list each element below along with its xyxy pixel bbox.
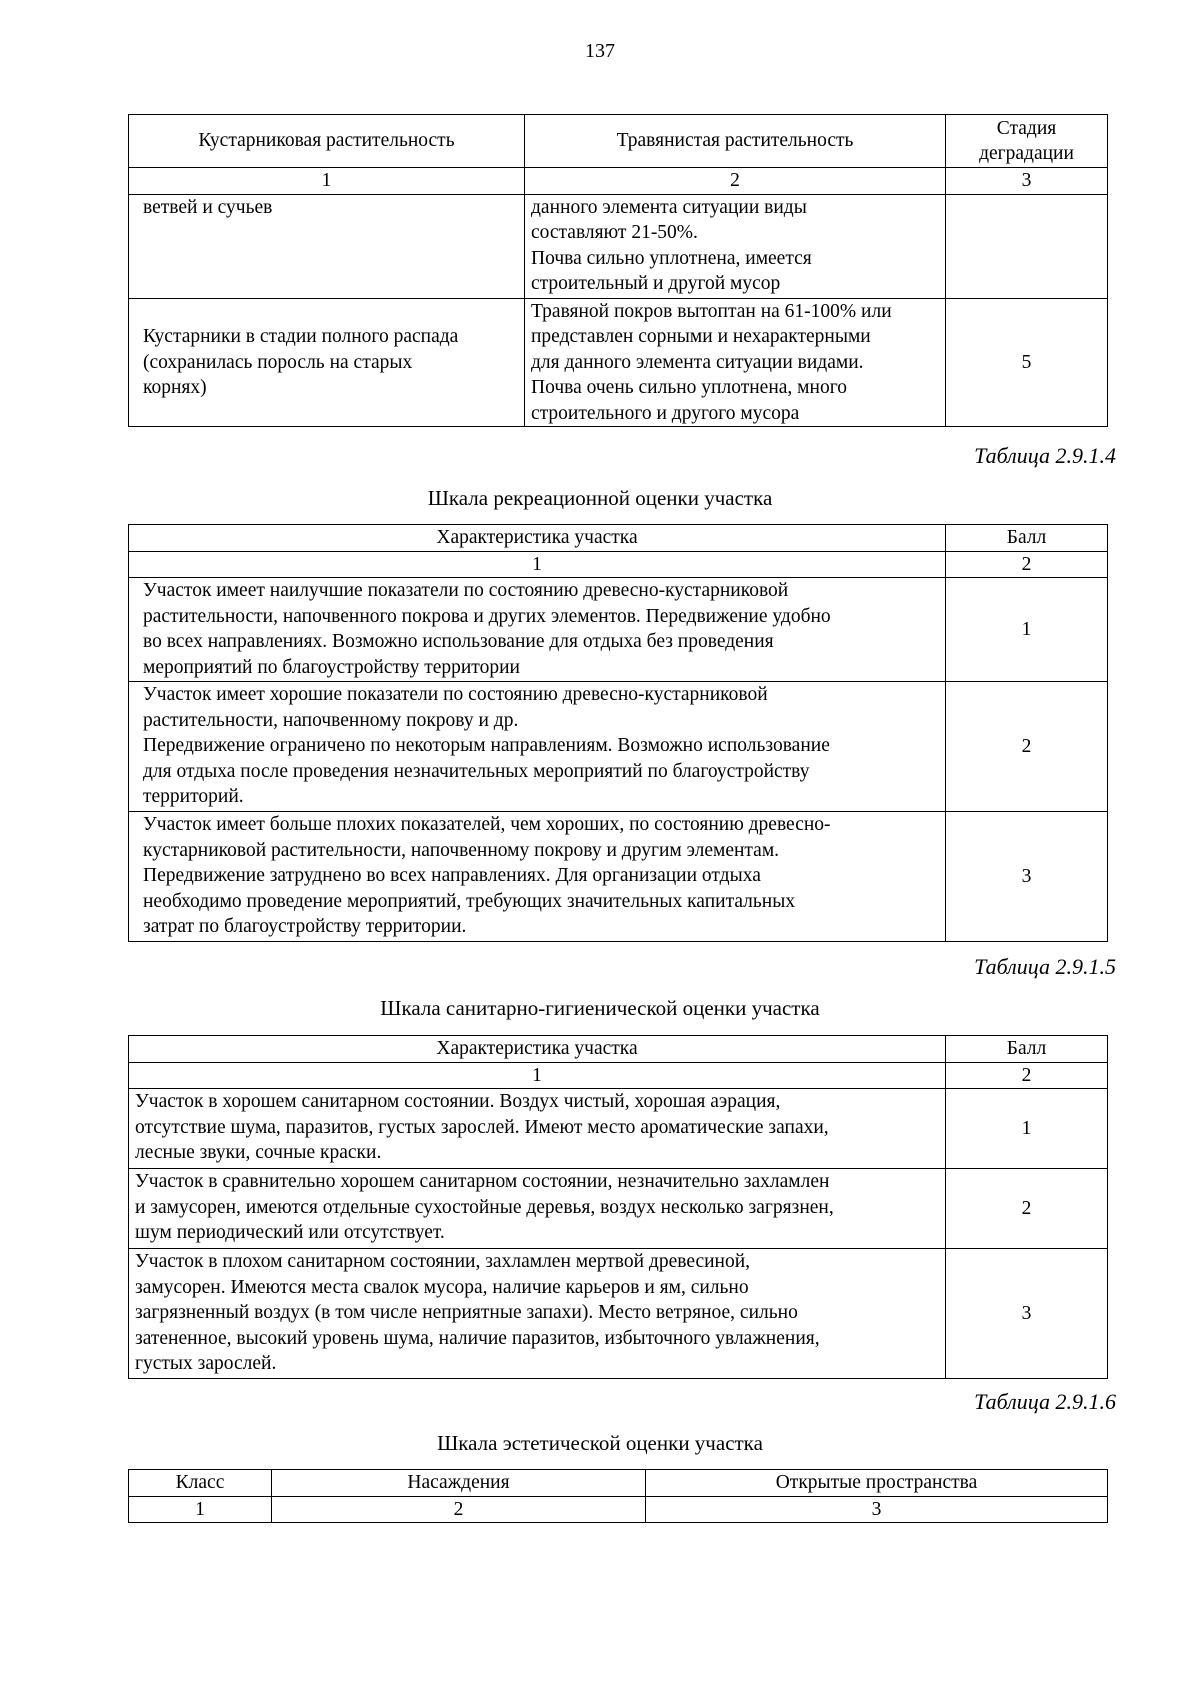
characteristic-text: Участок в хорошем санитарном состоянии. Воздух чистый, хорошая аэрация, отсутствие шума, паразитов, густых зарослей. Имеют место ароматические запахи, лесные звуки, сочные краски. (135, 1091, 829, 1163)
column-number: 1 (129, 1062, 946, 1089)
table-title: Шкала санитарно-гигиенической оценки участка (380, 996, 820, 1020)
table-title: Шкала рекреационной оценки участка (427, 486, 773, 510)
stage-cell (946, 194, 1108, 298)
score-cell: 2 (946, 1169, 1108, 1249)
table-header-row (129, 1036, 1108, 1063)
characteristic-text: Участок имеет больше плохих показателей, чем хороших, по состоянию древесно- кустарниковой растительности, напочвенному покрову и другим элементам. Передвижение затруднено во всех направлениях. Для организации отдыха необходимо проведение мероприятий, требующих значительных капитальных затрат по благоустройству территории. (143, 814, 831, 937)
characteristic-text: Участок в сравнительно хорошем санитарном состоянии, незначительно захламлен и замусорен, имеются отдельные сухостойные деревья, воздух несколько загрязнен, шум периодический или отсутствует. (135, 1171, 834, 1243)
column-header-plantings: Насаждения (272, 1470, 646, 1497)
score-cell: 3 (946, 812, 1108, 942)
column-header-shrub: Кустарниковая растительность (129, 115, 525, 168)
characteristic-text: Участок имеет наилучшие показатели по состоянию древесно-кустарниковой растительности, напочвенного покрова и других элементов. Передвижение удобно во всех направлениях. Возможно использование для отдыха без проведения мероприятий по благоустройству территории (143, 580, 831, 678)
column-number: 2 (946, 1062, 1108, 1089)
characteristic-cell (129, 1089, 946, 1169)
table-row (129, 1249, 1108, 1379)
grass-text: данного элемента ситуации виды составляют 21-50%. Почва сильно уплотнена, имеется строительный и другой мусор (531, 196, 812, 294)
table-caption: Таблица 2.9.1.5 (974, 954, 1116, 979)
shrub-text: Кустарники в стадии полного распада (сохранилась поросль на старых корнях) (143, 326, 459, 398)
column-number: 2 (946, 551, 1108, 578)
column-header-characteristic: Характеристика участка (129, 1036, 946, 1063)
column-header-stage: Стадия деградации (946, 115, 1108, 168)
column-header-grass: Травянистая растительность (525, 115, 946, 168)
column-header-characteristic: Характеристика участка (129, 525, 946, 552)
score-cell: 2 (946, 682, 1108, 812)
column-header-score: Балл (946, 525, 1108, 552)
table-header-row (129, 525, 1108, 552)
table-row (129, 1169, 1108, 1249)
column-number: 2 (525, 168, 946, 195)
shrub-text: ветвей и сучьев (143, 196, 273, 218)
table-row (129, 1089, 1108, 1169)
column-number: 3 (646, 1496, 1108, 1523)
shrub-cell (129, 298, 525, 427)
characteristic-cell (129, 1169, 946, 1249)
grass-text: Травяной покров вытоптан на 61-100% или представлен сорными и нехарактерными для данного элемента ситуации видами. Почва очень сильно уплотнена, много строительного и другого мусора (531, 300, 892, 424)
table-number-row (129, 1062, 1108, 1089)
page-number: 137 (585, 40, 615, 62)
column-number: 3 (946, 168, 1108, 195)
score-cell: 3 (946, 1249, 1108, 1379)
sanitary-scale-table (128, 1035, 1108, 1379)
column-number: 1 (129, 1496, 272, 1523)
table-number-row (129, 1496, 1108, 1523)
characteristic-text: Участок имеет хорошие показатели по состоянию древесно-кустарниковой растительности, напочвенному покрову и др. Передвижение ограничено по некоторым направлениям. Возможно использование для отдыха после проведения незначительных мероприятий по благоустройству территорий. (143, 684, 830, 807)
column-number: 2 (272, 1496, 646, 1523)
table-header-row (129, 115, 1108, 168)
column-number: 1 (129, 168, 525, 195)
aesthetic-scale-table (128, 1469, 1108, 1523)
grass-cell (525, 298, 946, 427)
score-cell: 1 (946, 578, 1108, 682)
table-row (129, 682, 1108, 812)
grass-cell (525, 194, 946, 298)
table-number-row (129, 168, 1108, 195)
column-header-score: Балл (946, 1036, 1108, 1063)
score-cell: 1 (946, 1089, 1108, 1169)
table-row (129, 812, 1108, 942)
table-number-row (129, 551, 1108, 578)
stage-cell: 5 (946, 298, 1108, 427)
table-caption: Таблица 2.9.1.4 (974, 443, 1116, 468)
degradation-table (128, 114, 1108, 427)
table-title: Шкала эстетической оценки участка (437, 1431, 763, 1455)
column-header-class: Класс (129, 1470, 272, 1497)
characteristic-cell (129, 578, 946, 682)
column-number: 1 (129, 551, 946, 578)
table-header-row (129, 1470, 1108, 1497)
characteristic-text: Участок в плохом санитарном состоянии, захламлен мертвой древесиной, замусорен. Имеются места свалок мусора, наличие карьеров и ям, сильно загрязненный воздух (в том числе неприятные запахи). Место ветряное, сильно затененное, высокий уровень шума, наличие паразитов, избыточного увлажнения, густых зарослей. (135, 1251, 820, 1374)
recreational-scale-table (128, 524, 1108, 942)
column-header-open-spaces: Открытые пространства (646, 1470, 1108, 1497)
table-row (129, 578, 1108, 682)
shrub-cell (129, 194, 525, 298)
table-row (129, 194, 1108, 298)
characteristic-cell (129, 812, 946, 942)
table-row (129, 298, 1108, 427)
characteristic-cell (129, 1249, 946, 1379)
table-caption: Таблица 2.9.1.6 (974, 1389, 1116, 1414)
characteristic-cell (129, 682, 946, 812)
